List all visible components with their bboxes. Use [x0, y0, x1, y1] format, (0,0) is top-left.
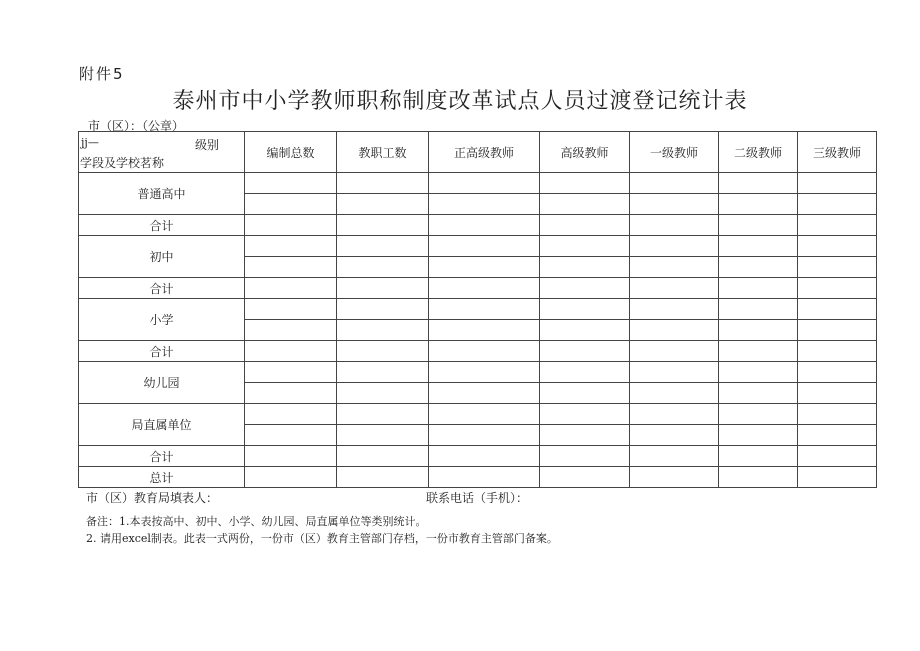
table-header-row: [79, 132, 877, 173]
row-label-grand-total: 总计: [79, 467, 245, 488]
row-label-subtotal: 合计: [79, 341, 245, 362]
diagonal-header-cell: [79, 132, 245, 173]
row-label-primary: 小学: [79, 299, 245, 341]
column-header: 教职工数: [337, 132, 429, 173]
column-header: 高级教师: [540, 132, 630, 173]
row-label-subtotal: 合计: [79, 446, 245, 467]
column-header: 编制总数: [245, 132, 337, 173]
table-row: [79, 341, 877, 362]
note-line-2: 2. 请用excel制表。此表一式两份，一份市（区）教育主管部门存档，一份市教育主管部门备案。: [86, 532, 558, 545]
row-label-junior-high: 初中: [79, 236, 245, 278]
table-row: [79, 215, 877, 236]
attachment-label: 附件5: [79, 65, 125, 83]
row-label-subtotal: 合计: [79, 215, 245, 236]
row-label-kindergarten: 幼儿园: [79, 362, 245, 404]
column-header: 正高级教师: [429, 132, 540, 173]
row-label-bureau-units: 局直属单位: [79, 404, 245, 446]
table-row: [79, 278, 877, 299]
table-row: [79, 173, 877, 194]
corner-mark: jj—: [81, 136, 99, 149]
row-label-subtotal: 合计: [79, 278, 245, 299]
column-header: 二级教师: [719, 132, 798, 173]
table-row: [79, 236, 877, 257]
city-seal-line: 市（区）：（公章）: [88, 119, 185, 133]
table-row: [79, 467, 877, 488]
table-row: [79, 404, 877, 425]
column-header: 三级教师: [798, 132, 877, 173]
page-title: 泰州市中小学教师职称制度改革试点人员过渡登记统计表: [172, 89, 748, 114]
table-row: [79, 299, 877, 320]
stage-school-header: 学段及学校茗称: [80, 156, 165, 170]
phone-label: 联系电话（手机）：: [426, 491, 529, 505]
table-row: [79, 446, 877, 467]
column-header: 一级教师: [630, 132, 719, 173]
level-header: 级别: [195, 138, 220, 152]
row-label-high-school: 普通高中: [79, 173, 245, 215]
note-line-1: 备注：1.本表按高中、初中、小学、幼儿园、局直属单位等类别统计。: [86, 515, 427, 528]
filler-label: 市（区）教育局填表人：: [86, 491, 219, 505]
statistics-table: [78, 131, 877, 488]
table-row: [79, 362, 877, 383]
